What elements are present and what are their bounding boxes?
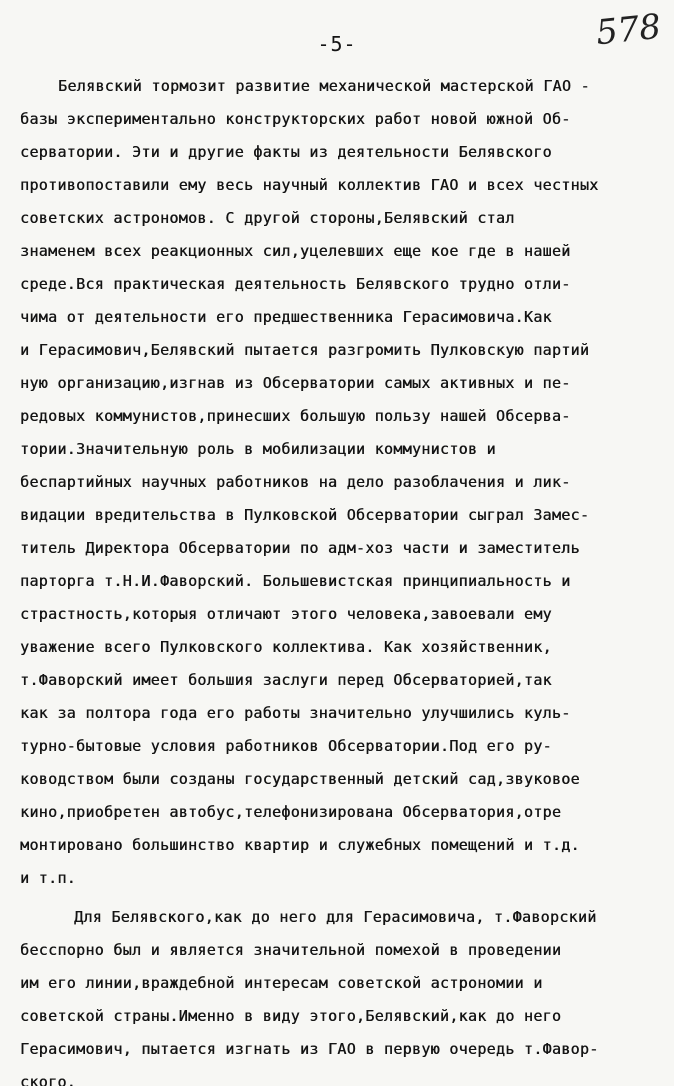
text-line: страстность,которыя отличают этого человека,завоевали ему	[20, 605, 552, 623]
text-line: им его линии,враждебной интересам советской астрономии и	[20, 974, 543, 992]
text-line: редовых коммунистов,принесших большую пользу нашей Обсерва-	[20, 407, 571, 425]
text-line: видации вредительства в Пулковской Обсерватории сыграл Замес-	[20, 506, 590, 524]
text-line: и т.п.	[20, 869, 76, 887]
text-line: парторга т.Н.И.Фаворский. Большевистская принципиальность и	[20, 572, 571, 590]
text-line: беспартийных научных работников на дело разоблачения и лик-	[20, 473, 571, 491]
text-line: турно-бытовые условия работников Обсерватории.Под его ру-	[20, 737, 552, 755]
text-line: тории.Значительную роль в мобилизации коммунистов и	[20, 440, 496, 458]
text-line: титель Директора Обсерватории по адм-хоз части и заместитель	[20, 539, 580, 557]
text-line: бесспорно был и является значительной помехой в проведении	[20, 941, 562, 959]
text-line: ского.	[20, 1073, 76, 1086]
text-line: Для Белявского,как до него для Герасимовича, т.Фаворский	[74, 908, 597, 926]
text-line: ководством были созданы государственный детский сад,звуковое	[20, 770, 580, 788]
text-line: советской страны.Именно в виду этого,Белявский,как до него	[20, 1007, 562, 1025]
text-line: ную организацию,изгнав из Обсерватории самых активных и пе-	[20, 374, 571, 392]
text-line: как за полтора года его работы значительно улучшились куль-	[20, 704, 571, 722]
text-line: противопоставили ему весь научный коллектив ГАО и всех честных	[20, 176, 599, 194]
text-line: монтировано большинство квартир и служебных помещений и т.д.	[20, 836, 580, 854]
text-line: среде.Вся практическая деятельность Белявского трудно отли-	[20, 275, 571, 293]
text-line: чима от деятельности его предшественника Герасимовича.Как	[20, 308, 552, 326]
text-line: уважение всего Пулковского коллектива. Как хозяйственник,	[20, 638, 552, 656]
text-line: и Герасимович,Белявский пытается разгромить Пулковскую партий	[20, 341, 590, 359]
page-number: -5-	[317, 32, 357, 56]
text-line: базы экспериментально конструкторских работ новой южной Об-	[20, 110, 571, 128]
text-line: т.Фаворский имеет большия заслуги перед Обсерваторией,так	[20, 671, 552, 689]
text-line: кино,приобретен автобус,телефонизирована Обсерватория,отре	[20, 803, 562, 821]
handwritten-folio-number: 578	[594, 6, 663, 54]
text-line: советских астрономов. С другой стороны,Белявский стал	[20, 209, 515, 227]
text-line: серватории. Эти и другие факты из деятельности Белявского	[20, 143, 552, 161]
text-line: Герасимович, пытается изгнать из ГАО в первую очередь т.Фавор-	[20, 1040, 599, 1058]
text-line: Белявский тормозит развитие механической мастерской ГАО -	[58, 77, 590, 95]
text-line: знаменем всех реакционных сил,уцелевших еще кое где в нашей	[20, 242, 571, 260]
